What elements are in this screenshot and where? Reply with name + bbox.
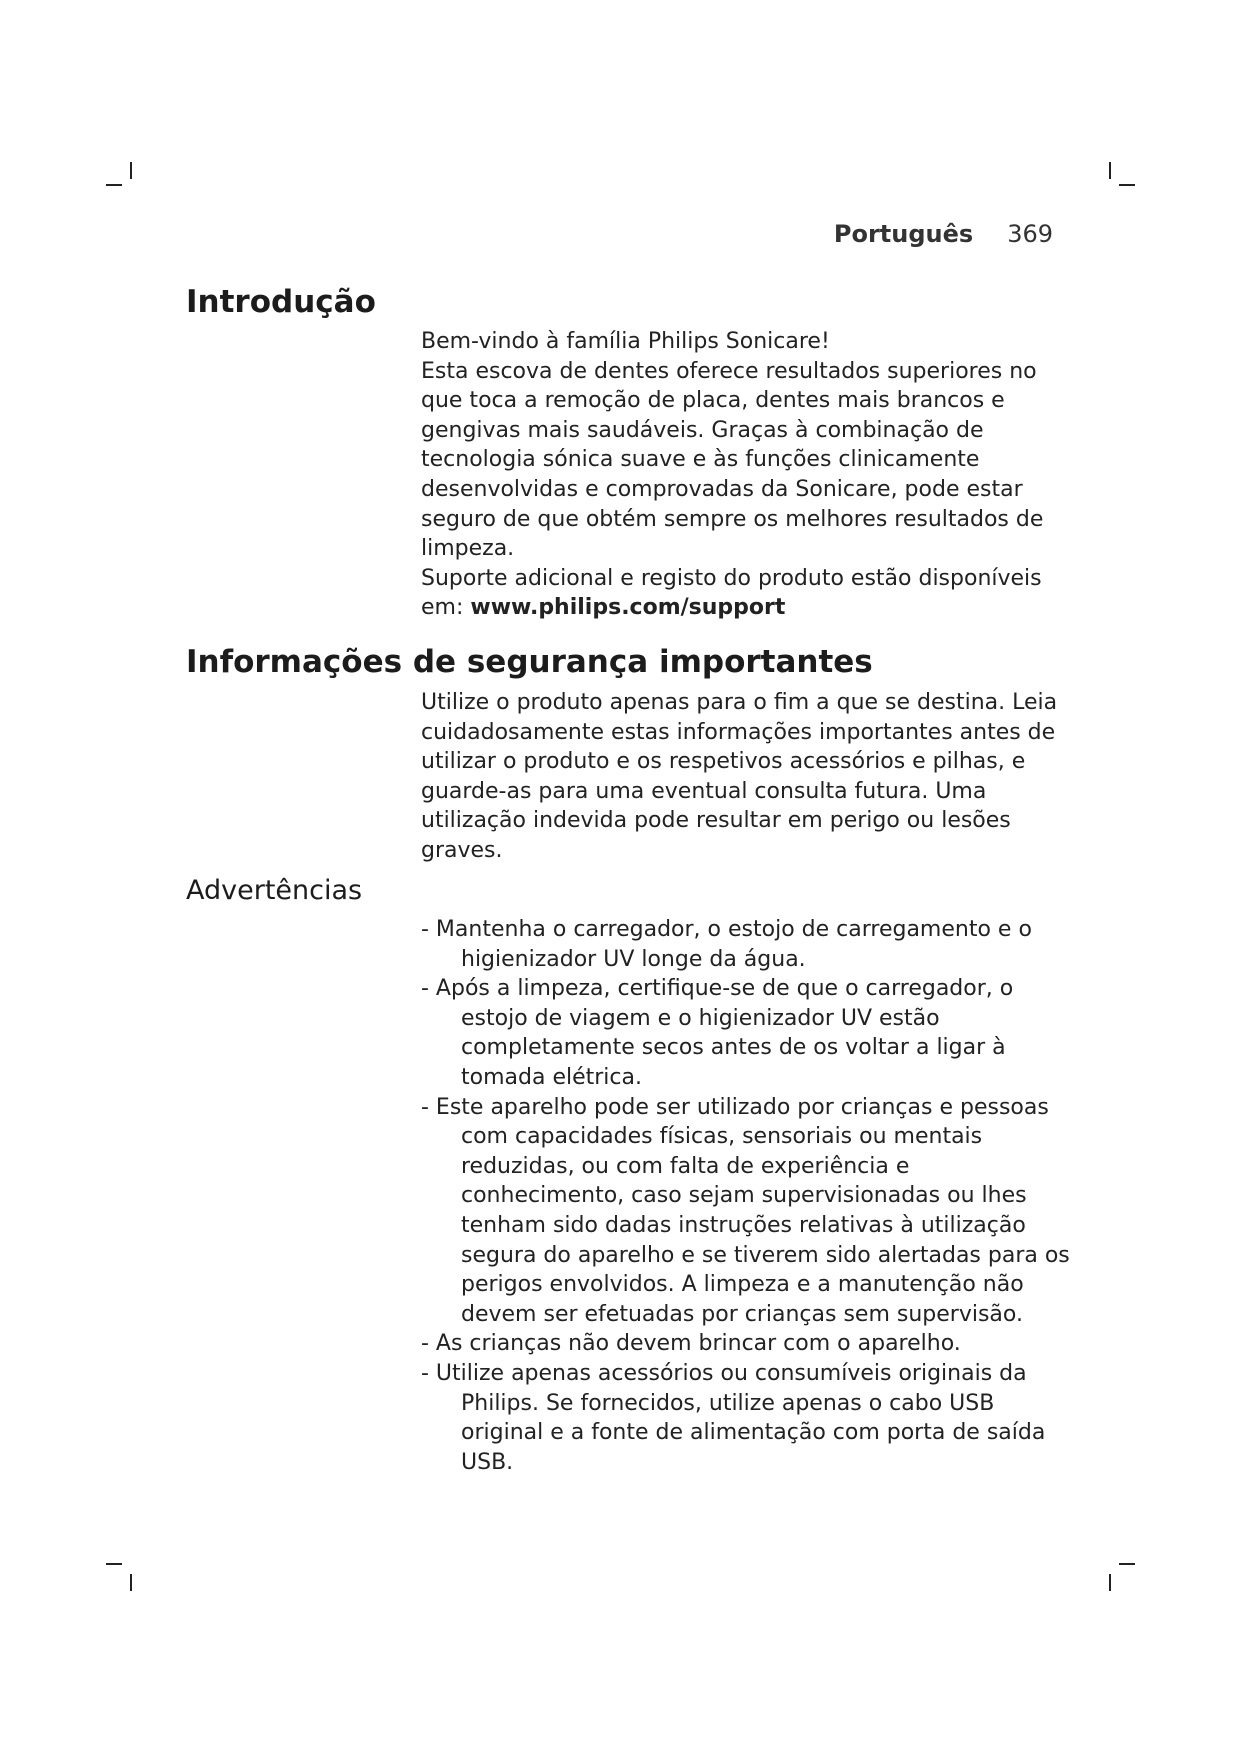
warning-item: - As crianças não devem brincar com o aparelho. [421,1331,961,1357]
intro-body: Esta escova de dentes oferece resultados superiores no que toca a remoção de placa, dentes mais brancos e gengivas mais saudáveis. Graças à combinação de tecnologia sónica suave e às funções clinicamente desenvolvidas e comprovadas da Sonicare, pode estar seguro de que obtém sempre os melhores resultados de limpeza. [421,358,1044,562]
safety-section [421,688,1071,866]
crop-mark-top-right-v [1109,162,1111,179]
intro-support-text: Suporte adicional e registo do produto estão disponíveis em: [421,565,1042,621]
crop-mark-bottom-right-v [1109,1574,1111,1591]
crop-mark-top-left-v [130,162,132,179]
page-header [834,220,1053,248]
crop-mark-bottom-left-v [130,1574,132,1591]
page-number: 369 [1007,220,1053,248]
warning-item: - Após a limpeza, certifique-se de que o carregador, o estojo de viagem e o higienizador UV estão completamente secos antes de os voltar a ligar à tomada elétrica. [421,976,1014,1090]
warnings-heading: Advertências [186,875,363,906]
crop-mark-top-right-h [1119,184,1135,186]
intro-heading: Introdução [186,284,376,320]
safety-heading: Informações de segurança importantes [186,644,873,680]
intro-welcome: Bem-vindo à família Philips Sonicare! [421,329,830,354]
crop-mark-bottom-right-h [1119,1563,1135,1565]
crop-mark-top-left-h [106,184,122,186]
crop-mark-bottom-left-h [106,1563,122,1565]
intro-support [421,564,1071,623]
warnings-list [421,915,1071,1477]
support-link[interactable]: www.philips.com/support [470,595,786,621]
warning-item: - Utilize apenas acessórios ou consumíveis originais da Philips. Se fornecidos, utilize apenas o cabo USB original e a fonte de alimentação com porta de saída USB. [421,1360,1046,1475]
warning-item: - Mantenha o carregador, o estojo de carregamento e o higienizador UV longe da água. [421,917,1032,972]
warning-item: - Este aparelho pode ser utilizado por crianças e pessoas com capacidades físicas, sensoriais ou mentais reduzidas, ou com falta de experiência e conhecimento, caso sejam supervisionadas ou lhes tenham sido dadas instruções relativas à utilização segura do aparelho e se tiverem sido alertadas para os perigos envolvidos. A limpeza e a manutenção não devem ser efetuadas por crianças sem supervisão. [421,1094,1070,1327]
safety-body: Utilize o produto apenas para o fim a que se destina. Leia cuidadosamente estas informações importantes antes de utilizar o produto e os respetivos acessórios e pilhas, e guarde-as para uma eventual consulta futura. Uma utilização indevida pode resultar em perigo ou lesões graves. [421,690,1058,863]
header-language: Português [833,220,974,248]
intro-section [421,327,1071,623]
